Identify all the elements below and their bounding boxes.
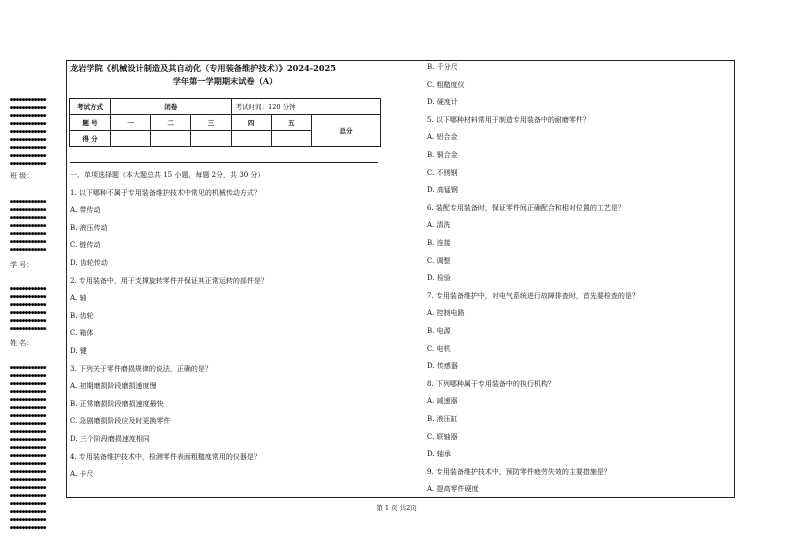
binding-dots: ●●●●●●●●●●●● [10, 421, 47, 427]
option-item: A. 初期磨损阶段磨损速度慢 [70, 382, 157, 391]
question-item: 9. 专用装备维护技术中，预防零件疲劳失效的主要措施是？ [427, 467, 611, 476]
option-item: C. 链传动 [70, 241, 101, 250]
question-item: 5. 以下哪种材料常用于制造专用装备中的耐磨零件？ [427, 115, 590, 124]
class-label: 班 级： [10, 172, 34, 180]
option-item: D. 齿轮传动 [70, 259, 108, 267]
binding-dots: ●●●●●●●●●●●● [10, 485, 47, 491]
option-item: B. 液压缸 [427, 415, 458, 423]
binding-dots: ●●●●●●●●●●●● [10, 247, 47, 253]
question-item: 4. 专用装备维护技术中，检测零件表面粗糙度常用的仪器是？ [70, 452, 261, 461]
binding-dots: ●●●●●●●●●●●● [10, 389, 47, 395]
score-table [69, 98, 381, 147]
option-item: B. 齿轮 [70, 311, 94, 320]
binding-dots: ●●●●●●●●●●●● [10, 223, 47, 229]
option-item: C. 不锈钢 [427, 168, 458, 177]
binding-dots: ●●●●●●●●●●●● [10, 501, 47, 507]
binding-dots: ●●●●●●●●●●●● [10, 405, 47, 411]
option-item: D. 三个阶段磨损速度相同 [70, 435, 150, 443]
binding-dots: ●●●●●●●●●●●● [10, 207, 47, 213]
option-item: C. 箱体 [70, 329, 94, 338]
binding-dots: ●●●●●●●●●●●● [10, 525, 47, 531]
binding-dots: ●●●●●●●●●●●● [10, 469, 47, 475]
option-item: D. 轴承 [427, 450, 451, 459]
option-item: D. 检验 [427, 274, 451, 283]
option-item: B. 千分尺 [427, 63, 458, 71]
question-item: 3. 下列关于零件磨损规律的说法，正确的是？ [70, 364, 212, 373]
binding-dots: ●●●●●●●●●●●● [10, 461, 47, 467]
binding-dots: ●●●●●●●●●●●● [10, 105, 47, 111]
title-line2: 学年第一学期期末试卷（A） [172, 76, 278, 86]
option-item: A. 带传动 [70, 206, 101, 215]
binding-dots: ●●●●●●●●●●●● [10, 365, 47, 371]
binding-dots: ●●●●●●●●●●●● [10, 239, 47, 245]
question-item: 2. 专用装备中，用于支撑旋转零件并保证其正常运转的部件是？ [70, 276, 268, 285]
binding-dots: ●●●●●●●●●●●● [10, 445, 47, 451]
binding-dots: ●●●●●●●●●●●● [10, 97, 47, 103]
col-3: 三 [191, 115, 231, 131]
exam-method-value: 闭卷 [111, 99, 232, 115]
option-item: A. 清洗 [427, 221, 451, 230]
binding-dots: ●●●●●●●●●●●● [10, 429, 47, 435]
exam-time: 考试时间：120 分钟 [231, 99, 380, 115]
binding-dots: ●●●●●●●●●●●● [10, 153, 47, 159]
divider [70, 162, 378, 163]
question-item: 7. 专用装备维护中，对电气系统进行故障排查时，首先要检查的是？ [427, 291, 639, 300]
option-item: A. 卡尺 [70, 470, 94, 479]
binding-dots: ●●●●●●●●●●●● [10, 137, 47, 143]
binding-dots: ●●●●●●●●●●●● [10, 199, 47, 205]
binding-dots: ●●●●●●●●●●●● [10, 302, 47, 308]
binding-dots: ●●●●●●●●●●●● [10, 310, 47, 316]
option-item: D. 硬度计 [427, 98, 458, 107]
binding-dots: ●●●●●●●●●●●● [10, 129, 47, 135]
binding-dots: ●●●●●●●●●●●● [10, 397, 47, 403]
question-item: 一、单项选择题（本大题总共 15 小题，每题 2分，共 30 分） [70, 171, 265, 179]
binding-dots: ●●●●●●●●●●●● [10, 381, 47, 387]
col-4: 四 [231, 115, 271, 131]
option-item: A. 铝合金 [427, 133, 458, 142]
score-label: 得 分 [70, 131, 111, 147]
page-footer: 第 1 页 共2页 [376, 504, 417, 512]
option-item: A. 轴 [70, 294, 87, 303]
binding-dots: ●●●●●●●●●●●● [10, 121, 47, 127]
binding-dots: ●●●●●●●●●●●● [10, 161, 47, 167]
total-label: 总分 [312, 115, 381, 147]
binding-dots: ●●●●●●●●●●●● [10, 113, 47, 119]
option-item: C. 电机 [427, 344, 451, 353]
option-item: B. 液压传动 [70, 223, 108, 232]
option-item: C. 调整 [427, 256, 451, 265]
option-item: D. 高锰钢 [427, 186, 458, 195]
option-item: C. 急剧磨损阶段应及时更换零件 [70, 417, 171, 426]
question-item: 1. 以下哪种不属于专用装备维护技术中常见的机械传动方式？ [70, 188, 261, 197]
binding-dots: ●●●●●●●●●●●● [10, 437, 47, 443]
option-item: B. 铜合金 [427, 151, 458, 159]
title-line1: 龙岩学院《机械设计制造及其自动化（专用装备维护技术）》2024-2025 [70, 63, 336, 73]
option-item: C. 联轴器 [427, 432, 458, 441]
binding-dots: ●●●●●●●●●●●● [10, 509, 47, 515]
binding-dots: ●●●●●●●●●●●● [10, 231, 47, 237]
option-item: B. 正常磨损阶段磨损速度最快 [70, 399, 164, 408]
question-item: 6. 装配专用装备时，保证零件间正确配合和相对位置的工艺是？ [427, 203, 625, 212]
binding-dots: ●●●●●●●●●●●● [10, 493, 47, 499]
binding-dots: ●●●●●●●●●●●● [10, 373, 47, 379]
option-item: C. 粗糙度仪 [427, 80, 465, 89]
binding-dots: ●●●●●●●●●●●● [10, 517, 47, 523]
option-item: A. 控制电路 [427, 309, 465, 318]
exam-method-label: 考试方式 [70, 99, 111, 115]
binding-dots: ●●●●●●●●●●●● [10, 215, 47, 221]
col-2: 二 [151, 115, 191, 131]
name-label: 姓 名： [10, 339, 34, 347]
binding-dots: ●●●●●●●●●●●● [10, 294, 47, 300]
col-1: 一 [111, 115, 151, 131]
binding-dots: ●●●●●●●●●●●● [10, 286, 47, 292]
option-item: D. 传感器 [427, 362, 458, 371]
option-item: A. 提高零件硬度 [427, 485, 479, 494]
option-item: D. 键 [70, 347, 87, 355]
question-item: 8. 下列哪种属于专用装备中的执行机构？ [427, 379, 555, 388]
col-5: 五 [271, 115, 311, 131]
option-item: B. 电源 [427, 327, 451, 335]
binding-dots: ●●●●●●●●●●●● [10, 326, 47, 332]
binding-dots: ●●●●●●●●●●●● [10, 413, 47, 419]
binding-dots: ●●●●●●●●●●●● [10, 318, 47, 324]
binding-dots: ●●●●●●●●●●●● [10, 477, 47, 483]
binding-dots: ●●●●●●●●●●●● [10, 145, 47, 151]
student-no-label: 学 号： [10, 261, 34, 269]
option-item: A. 减速器 [427, 397, 458, 406]
binding-dots: ●●●●●●●●●●●● [10, 453, 47, 459]
question-no-label: 题 号 [70, 115, 111, 131]
option-item: B. 连接 [427, 239, 451, 247]
